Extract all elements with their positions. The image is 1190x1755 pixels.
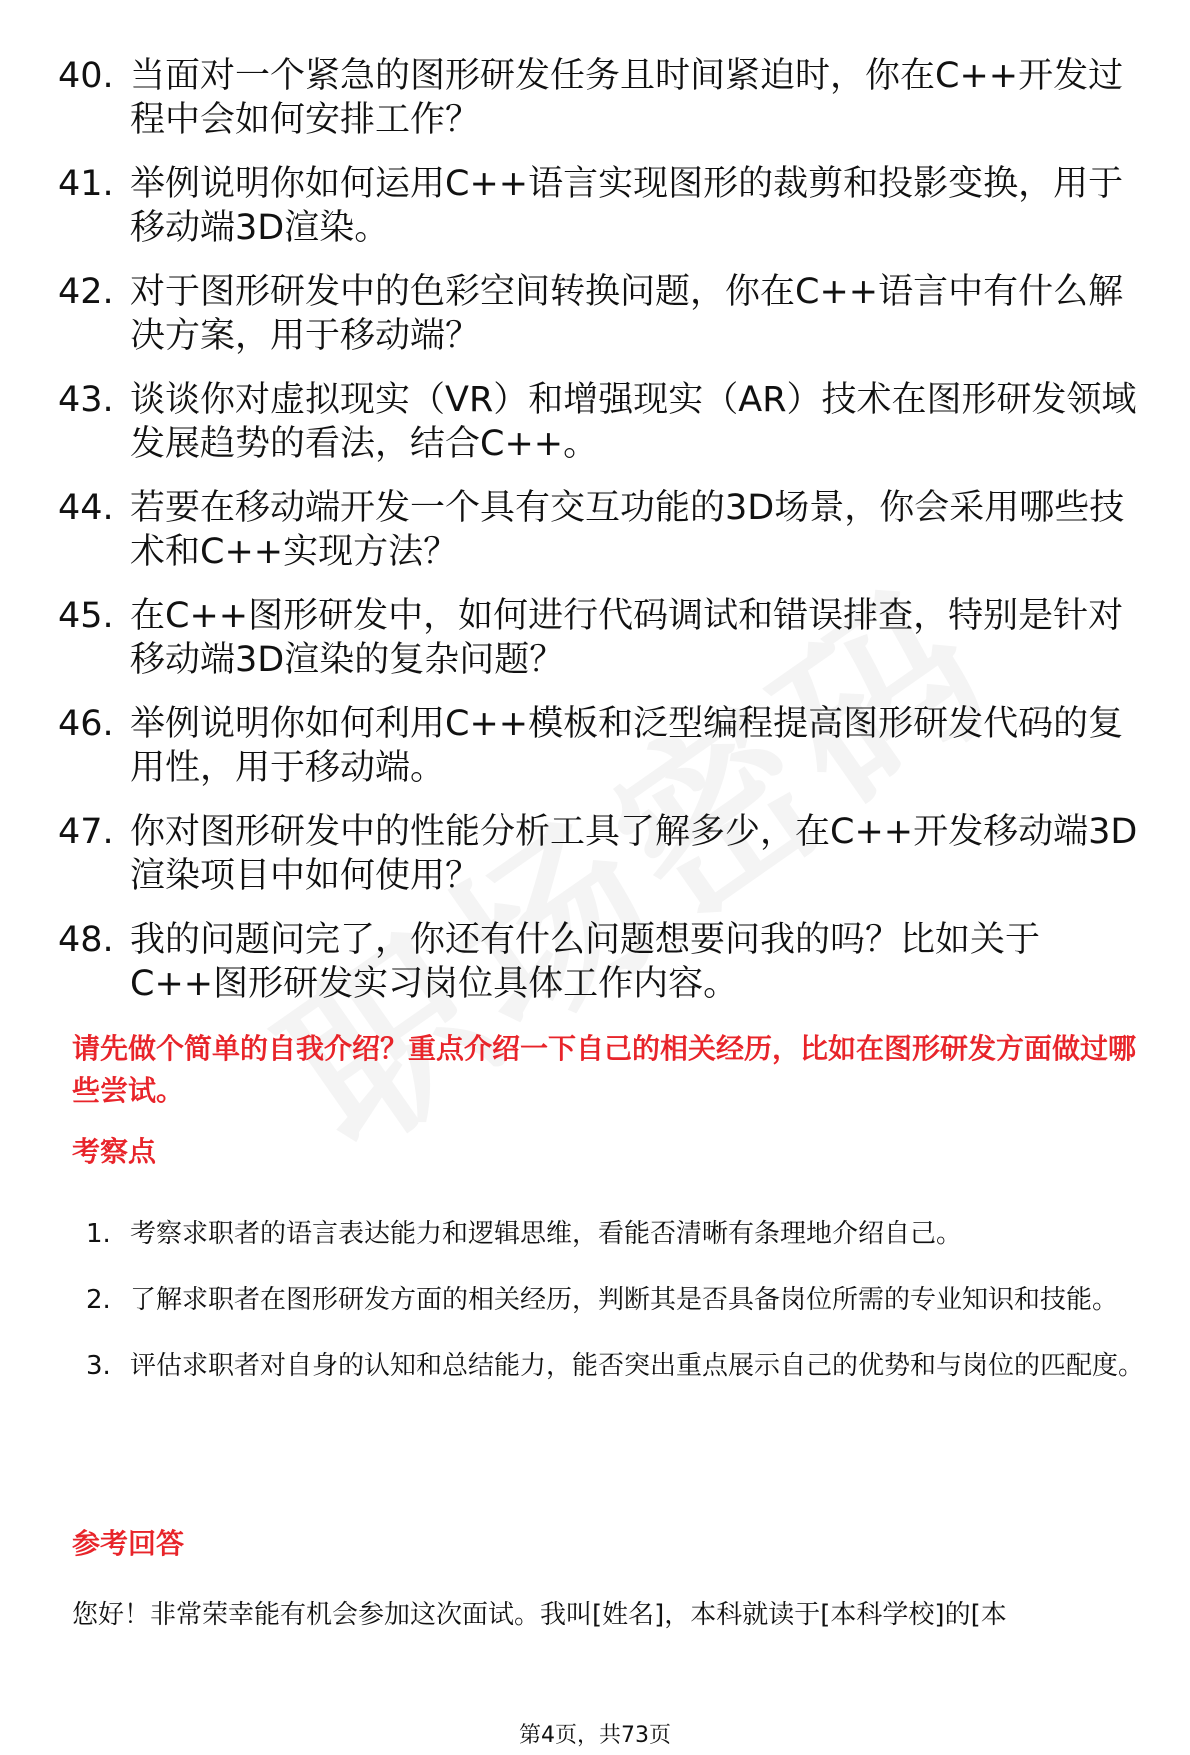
- question-text: 在C++图形研发中，如何进行代码调试和错误排查，特别是针对移动端3D渲染的复杂问题？: [130, 596, 1124, 680]
- examine-point: [86, 1337, 1166, 1395]
- question-number: 40.: [58, 56, 114, 96]
- section-heading-answer: 参考回答: [72, 1527, 185, 1560]
- question-item: [58, 918, 1158, 1006]
- question-text: 我的问题问完了，你还有什么问题想要问我的吗？比如关于C++图形研发实习岗位具体工作内容。: [130, 920, 1041, 1004]
- question-text: 当面对一个紧急的图形研发任务且时间紧迫时，你在C++开发过程中会如何安排工作？: [130, 56, 1124, 140]
- point-text: 考察求职者的语言表达能力和逻辑思维，看能否清晰有条理地介绍自己。: [130, 1219, 963, 1249]
- question-number: 45.: [58, 596, 114, 636]
- examine-point: [86, 1205, 1166, 1263]
- highlight-question: 请先做个简单的自我介绍？重点介绍一下自己的相关经历，比如在图形研发方面做过哪些尝试。: [72, 1032, 1137, 1107]
- question-item: [58, 702, 1158, 790]
- question-text: 你对图形研发中的性能分析工具了解多少，在C++开发移动端3D渲染项目中如何使用？: [130, 812, 1138, 896]
- question-item: [58, 378, 1158, 466]
- question-text: 举例说明你如何运用C++语言实现图形的裁剪和投影变换，用于移动端3D渲染。: [130, 164, 1124, 248]
- question-number: 44.: [58, 488, 114, 528]
- question-text: 对于图形研发中的色彩空间转换问题，你在C++语言中有什么解决方案，用于移动端？: [130, 272, 1124, 356]
- question-item: [58, 54, 1158, 142]
- question-number: 43.: [58, 380, 114, 420]
- point-text: 了解求职者在图形研发方面的相关经历，判断其是否具备岗位所需的专业知识和技能。: [130, 1285, 1119, 1315]
- question-item: [58, 486, 1158, 574]
- question-text: 谈谈你对虚拟现实（VR）和增强现实（AR）技术在图形研发领域发展趋势的看法，结合C++。: [130, 380, 1137, 464]
- question-item: [58, 810, 1158, 898]
- question-item: [58, 162, 1158, 250]
- examine-point-list: [86, 1205, 1166, 1403]
- point-text: 评估求职者对自身的认知和总结能力，能否突出重点展示自己的优势和与岗位的匹配度。: [130, 1351, 1145, 1381]
- question-number: 41.: [58, 164, 114, 204]
- question-number: 42.: [58, 272, 114, 312]
- section-heading-examine: 考察点: [72, 1135, 157, 1168]
- answer-text: 您好！非常荣幸能有机会参加这次面试。我叫[姓名]，本科就读于[本科学校]的[本: [72, 1600, 1007, 1630]
- question-item: [58, 594, 1158, 682]
- point-number: 2.: [86, 1285, 111, 1315]
- point-number: 3.: [86, 1351, 111, 1381]
- question-number: 47.: [58, 812, 114, 852]
- point-number: 1.: [86, 1219, 111, 1249]
- page-number: 第4页，共73页: [519, 1723, 671, 1748]
- question-text: 举例说明你如何利用C++模板和泛型编程提高图形研发代码的复用性，用于移动端。: [130, 704, 1124, 788]
- examine-point: [86, 1271, 1166, 1329]
- question-number: 48.: [58, 920, 114, 960]
- question-number: 46.: [58, 704, 114, 744]
- question-item: [58, 270, 1158, 358]
- question-list: [58, 54, 1158, 1026]
- question-text: 若要在移动端开发一个具有交互功能的3D场景，你会采用哪些技术和C++实现方法？: [130, 488, 1125, 572]
